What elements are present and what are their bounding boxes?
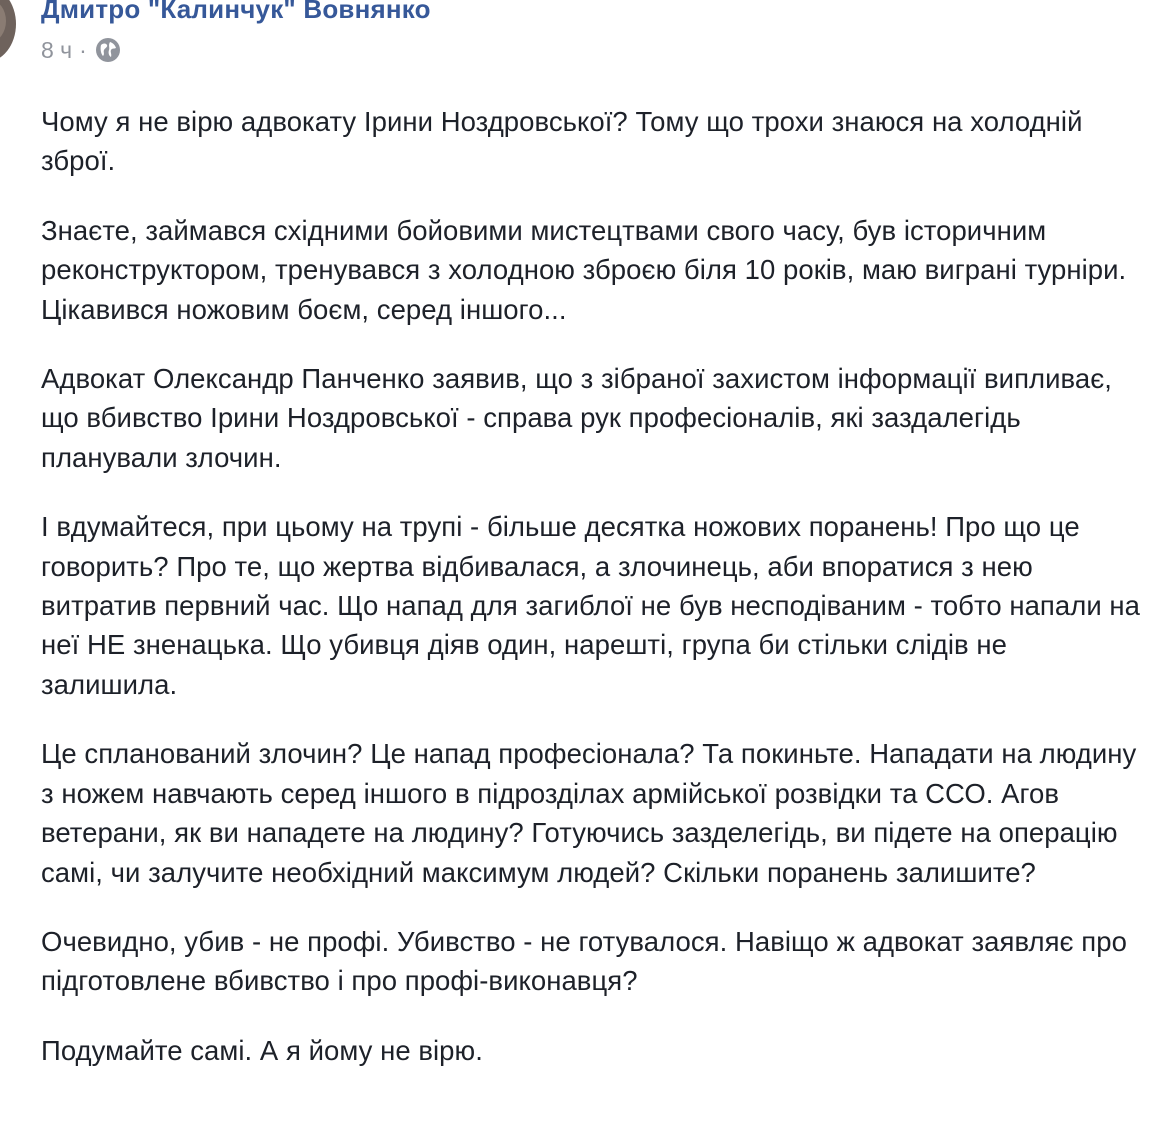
post-paragraph: Адвокат Олександр Панченко заявив, що з зібраної захистом інформації випливає, що вбивство Ірини Ноздровської - справа рук професіоналів, які заздалегідь планували злочин. [41, 363, 1113, 473]
post-paragraph: Подумайте самі. А я йому не вірю. [41, 1034, 483, 1066]
post-paragraph: Знаєте, займався східними бойовими мистецтвами свого часу, був історичним реконструктором, тренувався з холодною зброєю біля 10 років, маю виграні турніри. Цікавився ножовим боєм, серед іншого... [41, 214, 1127, 325]
post-body [41, 102, 1146, 1100]
author-name-link[interactable]: Дмитро "Калинчук" Вовнянко [41, 0, 431, 24]
post-paragraph: Чому я не вірю адвокату Ірини Ноздровської? Тому що трохи знаюся на холодній зброї. [41, 106, 1083, 177]
post-paragraph: Очевидно, убив - не профі. Убивство - не готувалося. Навіщо ж адвокат заявляє про підготовлене вбивство і про профі-виконавця? [41, 925, 1127, 997]
post-timestamp[interactable]: 8 ч [41, 36, 73, 63]
post-meta [41, 36, 121, 64]
post-paragraph: Це спланований злочин? Це напад професіонала? Та покиньте. Нападати на людину з ножем навчають серед іншого в підрозділах армійської розвідки та ССО. Агов ветерани, як ви нападете на людину? Готуючись зазделегідь, ви підете на операцію самі, чи залучите необхідний максимум людей? Скільки поранень залишите? [41, 738, 1137, 888]
avatar[interactable] [0, 0, 16, 62]
globe-icon[interactable] [95, 37, 121, 63]
post-paragraph: І вдумайтеся, при цьому на трупі - більше десятка ножових поранень! Про що це говорить? Про те, що жертва відбивалася, а злочинець, аби впоратися з нею витратив первний час. Що напад для загиблої не був несподіваним - тобто напали на неї НЕ зненацька. Що убивця діяв один, нарешті, група би стільки слідів не залишила. [41, 511, 1141, 700]
meta-separator: · [79, 36, 87, 63]
